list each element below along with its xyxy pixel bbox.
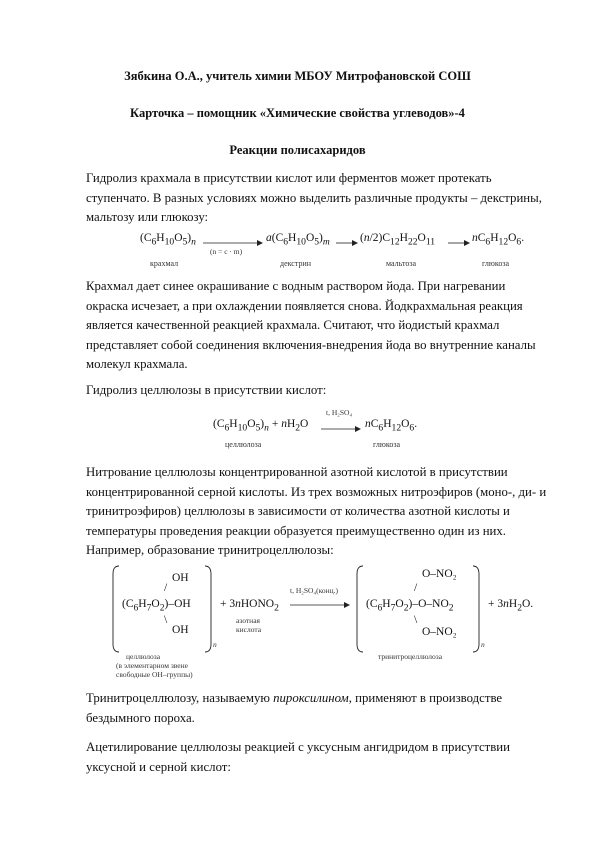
pyroxylin-term: пироксилином <box>273 691 349 705</box>
bracket-right-2 <box>472 566 480 652</box>
ono2-top: O–NO₂ <box>422 568 457 580</box>
reaction-arrow-4 <box>321 424 361 434</box>
author-line: Зябкина О.А., учитель химии МБОУ Митрофановской СОШ <box>124 69 471 83</box>
equation-starch-hydrolysis: $(C_6H_{10}O_5)_n$ (n = c · m) $a(C_6H_{10}O_5)_m$ $(n/2)C_{12}H_{22}O_{11}$ $nC_6H_{12}O_6$. крахмал декстрин мальтоза глюкоза <box>140 232 525 268</box>
eq3-condition: t, H₂SO₄(конц.) <box>290 586 338 595</box>
pyroxylin-text-before: Тринитроцеллюлозу, называемую <box>86 691 274 705</box>
label-glucose-2: глюкоза <box>373 440 401 449</box>
label-glucose: глюкоза <box>482 259 510 268</box>
section-title: Реакции полисахаридов <box>229 143 366 157</box>
eq2-condition: t, H₂SO₄ <box>326 408 353 417</box>
paragraph-iodine-reaction: Крахмал дает синее окрашивание с водным раствором йода. При нагревании окраска исчезает, а при охлаждении появляется снова. Йодкрахмальная реакция является качественной реакцией крахмала. Считают, что йодистый крахмал представляет собой соединения включения-внедрения йода во внутренние каналы молекул крахмала. <box>86 279 536 371</box>
label-maltose: мальтоза <box>386 259 417 268</box>
ono2-bottom: O–NO₂ <box>422 626 457 638</box>
label-dextrin: декстрин <box>280 259 312 268</box>
pyroxylin-text-after: , применяют в производстве бездымного пороха. <box>86 691 503 725</box>
equation-cellulose-hydrolysis: $(C_6H_{10}O_5)_n + nH_2O$ t, H₂SO₄ $nC_6H_{12}O_6$. целлюлоза глюкоза <box>213 408 418 449</box>
paragraph-nitration: Нитрование целлюлозы концентрированной азотной кислотой в присутствии концентрированной серной кислоты. Из трех возможных нитроэфиров (моно-, ди- и тринитроэфиров) целлюлозы в зависимости от количества азотной кислоты и температуры проведения реакции образуется преимущественно один из них. Например, образование тринитроцеллюлозы: <box>86 465 547 557</box>
bracket-right-1 <box>204 566 212 652</box>
reaction-arrow-5 <box>290 600 350 610</box>
eq1-condition: (n = c · m) <box>210 247 243 256</box>
card-title: Карточка – помощник «Химические свойства углеводов»-4 <box>130 106 465 120</box>
label-trinitrocellulose: тринитроцеллюлоза <box>378 652 443 661</box>
label-cellulose: целлюлоза <box>225 440 262 449</box>
label-cellulose-3: свободные OH–группы) <box>116 670 193 679</box>
label-nitric-1: азотная <box>236 616 260 625</box>
reaction-arrow-2 <box>336 238 358 248</box>
paragraph-pyroxylin <box>86 689 548 728</box>
oh-bottom: OH <box>172 624 189 636</box>
paragraph-starch-hydrolysis: Гидролиз крахмала в присутствии кислот или ферментов может протекать ступенчато. В разных условиях можно выделить различные продукты – декстрины, мальтозу или глюкозу: <box>86 171 542 224</box>
label-cellulose-2: (в элементарном звене <box>116 661 188 670</box>
bracket-left-2 <box>356 566 364 652</box>
paragraph-acetylation: Ацетилирование целлюлозы реакцией с уксусным ангидридом в присутствии уксусной и серной кислот: <box>86 740 510 774</box>
label-nitric-2: кислота <box>236 625 262 634</box>
equation-nitration: OH / $(C_6H_7O_2)-OH$ \ OH n + 3nHONO$_2$ азотная кислота t, H₂SO₄(конц.) O–NO₂ / $(C_6H_7O_2)-O-NO_2$ \ O–NO₂ n + $3nH_2O$. целлюлоза (в элементарном звене свободные OH–группы) тринитроцеллюлоза <box>110 560 550 680</box>
reaction-arrow-3 <box>448 238 470 248</box>
label-cellulose-1: целлюлоза <box>126 652 161 661</box>
paragraph-cellulose-hydrolysis: Гидролиз целлюлозы в присутствии кислот: <box>86 383 327 397</box>
label-starch: крахмал <box>150 259 179 268</box>
bracket-left-1 <box>112 566 120 652</box>
oh-top: OH <box>172 572 189 584</box>
